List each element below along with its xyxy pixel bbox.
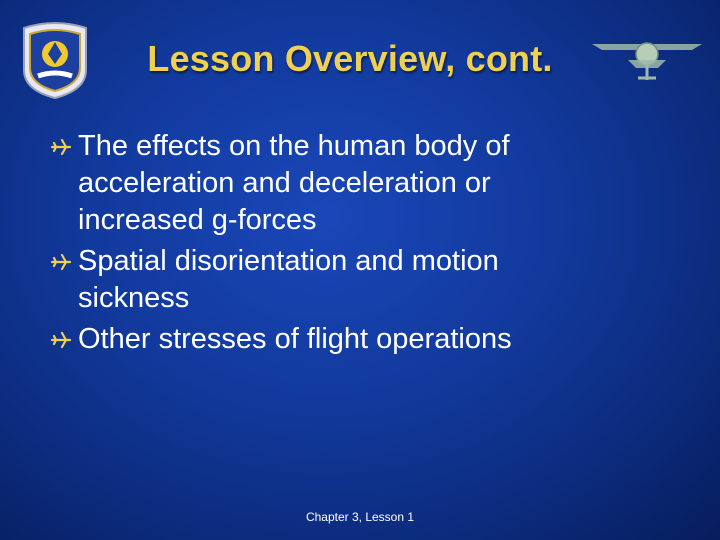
bullet-text: The effects on the human body of acceleration and deceleration or increased g-forces — [78, 130, 510, 236]
airplane-bullet-icon — [50, 330, 72, 350]
bullet-list — [50, 128, 610, 362]
bullet-text: Other stresses of flight operations — [78, 323, 512, 355]
airplane-bullet-icon — [50, 252, 72, 272]
list-item — [50, 243, 610, 317]
slide-footer: Chapter 3, Lesson 1 — [305, 510, 415, 524]
airplane-bullet-icon — [50, 137, 72, 157]
aircraft-wings-icon — [588, 34, 706, 84]
page-title: Lesson Overview, cont. — [147, 38, 553, 79]
bullet-text: Spatial disorientation and motion sickness — [78, 245, 499, 314]
list-item — [50, 128, 610, 239]
list-item — [50, 321, 610, 358]
air-force-jrotc-seal-icon — [18, 20, 92, 100]
